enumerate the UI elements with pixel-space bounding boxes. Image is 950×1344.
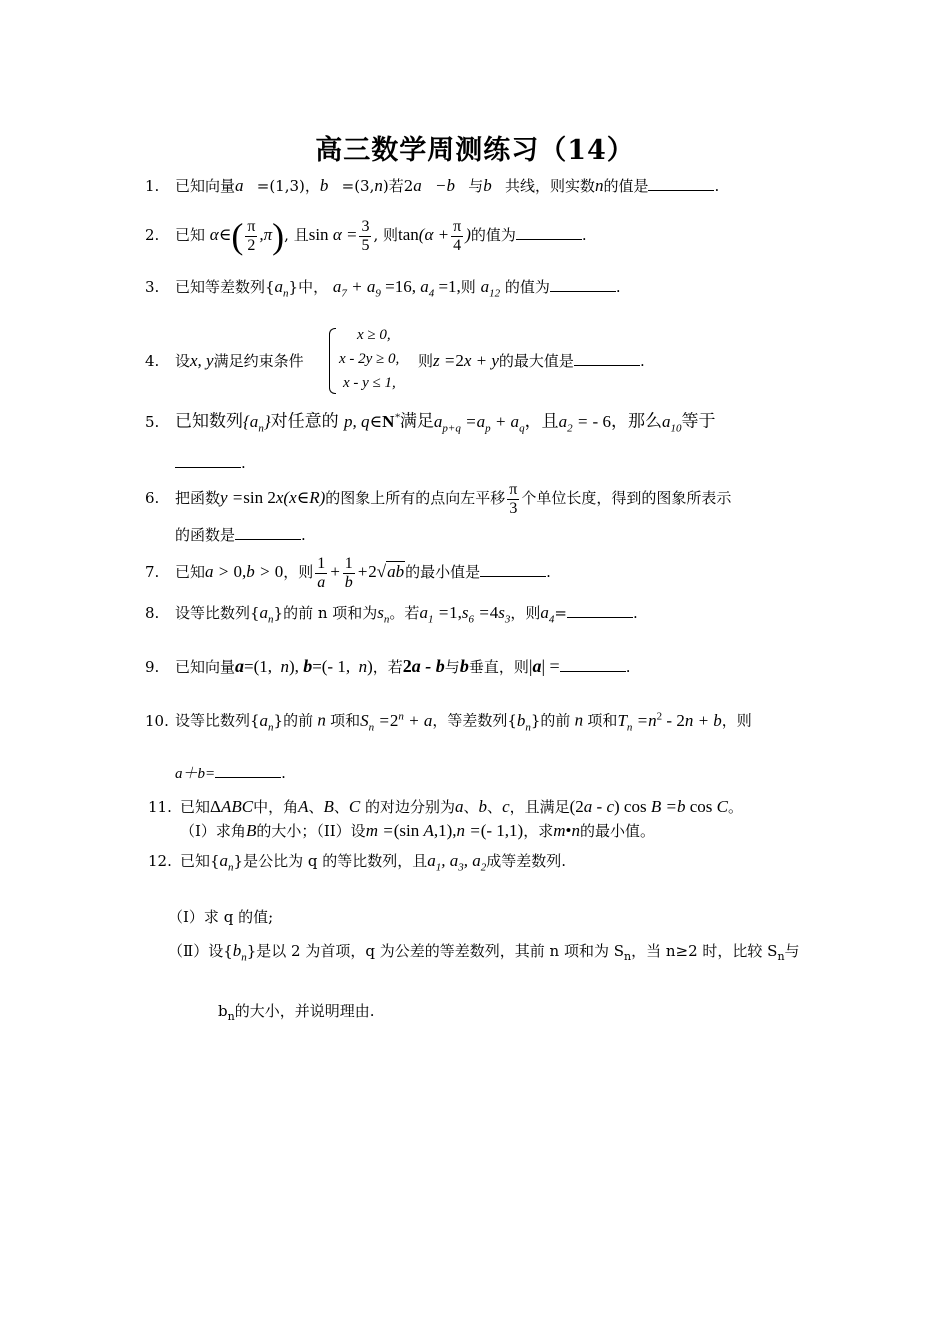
text: 等于 bbox=[681, 411, 716, 432]
text: ，求 bbox=[523, 822, 554, 840]
constraint-3: x - y ≤ 1, bbox=[343, 375, 396, 391]
vector-b: b⃗ bbox=[319, 176, 342, 195]
text: 设等比数列{ bbox=[175, 604, 260, 622]
var-n: n bbox=[594, 176, 604, 195]
math: $b_n$ bbox=[232, 941, 247, 964]
text: 与 bbox=[444, 658, 460, 676]
math: (2a - c) cos B =b cos C bbox=[569, 797, 728, 816]
math: |a| = bbox=[528, 656, 560, 676]
answer-blank bbox=[480, 575, 546, 577]
text: 已知 bbox=[175, 226, 206, 244]
math: $b_n$ bbox=[516, 710, 531, 734]
question-12 bbox=[148, 850, 566, 878]
text: }中， bbox=[288, 278, 329, 296]
answer-blank bbox=[235, 538, 301, 540]
question-5 bbox=[145, 404, 715, 441]
question-number: 12. bbox=[148, 852, 172, 870]
text: }是以 2 为首项，q 为公差的等差数列，其前 n 项和为 S bbox=[246, 942, 624, 960]
math: ΔABC bbox=[210, 797, 254, 816]
text: 设 bbox=[175, 352, 191, 370]
math: n bbox=[313, 710, 331, 730]
text: 项和 bbox=[587, 711, 618, 730]
text: （I）求角 bbox=[180, 822, 246, 840]
question-number: 1. bbox=[145, 177, 160, 195]
answer-blank bbox=[567, 616, 633, 618]
question-number: 2. bbox=[145, 226, 160, 244]
math: B bbox=[323, 797, 334, 816]
text: 的大小，并说明理由. bbox=[234, 1002, 375, 1020]
text: 的最小值。 bbox=[579, 822, 655, 840]
math: ( bbox=[231, 216, 244, 256]
text: . bbox=[241, 454, 246, 472]
question-number: 9. bbox=[145, 658, 160, 676]
text: 垂直，则 bbox=[468, 658, 529, 676]
text: 已知向量 bbox=[175, 177, 236, 195]
fraction: $\frac{1}{b}$ bbox=[344, 554, 353, 591]
math: $s_n$ bbox=[377, 603, 390, 626]
math: x, y bbox=[190, 351, 214, 370]
math: $a_2$ = - 6 bbox=[558, 411, 611, 435]
math: a > 0,b > 0 bbox=[205, 562, 284, 581]
text: 把函数 bbox=[175, 489, 221, 507]
text: 。若 bbox=[389, 604, 420, 622]
math: n bbox=[570, 710, 588, 730]
math: m•n bbox=[553, 821, 580, 840]
question-8 bbox=[145, 602, 638, 630]
text: 设等比数列{ bbox=[175, 711, 260, 730]
question-9 bbox=[145, 655, 630, 678]
math: B bbox=[245, 821, 257, 840]
text: 成等差数列. bbox=[486, 852, 567, 870]
math: b bbox=[459, 656, 469, 676]
question-4-tail bbox=[418, 350, 645, 372]
text: }的前 n 项和为 bbox=[273, 604, 378, 622]
math: $a_n$ bbox=[259, 603, 274, 626]
question-10 bbox=[145, 705, 752, 738]
text: ，则 bbox=[510, 604, 541, 622]
text: 的大小；（II）设 bbox=[256, 822, 366, 840]
text: , 且 bbox=[284, 226, 309, 244]
math: z =2x + y bbox=[433, 351, 499, 370]
question-2 bbox=[145, 212, 587, 259]
question-10-cont bbox=[175, 762, 286, 785]
text: ，则 bbox=[721, 711, 752, 730]
text: =(3, bbox=[341, 177, 375, 195]
text: . bbox=[639, 352, 645, 370]
math: p, q∈N* bbox=[344, 411, 400, 431]
text: . bbox=[714, 177, 720, 195]
text: . bbox=[581, 226, 587, 244]
text: 的最小值是 bbox=[405, 563, 481, 581]
question-number: 10. bbox=[145, 711, 169, 730]
math: $S_n =2^n + a$ bbox=[360, 710, 433, 734]
text: 的图象上所有的点向左平移 bbox=[325, 489, 506, 507]
text: ，那么 bbox=[610, 411, 662, 432]
text: 与 bbox=[468, 177, 484, 195]
text: . bbox=[615, 278, 621, 296]
text: a＋b= bbox=[175, 766, 216, 782]
math: $a_7 + a_9 =16$, $a_4 =1$, bbox=[332, 277, 461, 300]
answer-blank bbox=[175, 466, 241, 468]
question-4 bbox=[145, 350, 304, 372]
constraint-brace bbox=[329, 328, 336, 394]
text: 满足 bbox=[399, 411, 434, 432]
text: ，等差数列{ bbox=[432, 711, 517, 730]
math: $a_n$ bbox=[219, 851, 234, 874]
text: 的最大值是 bbox=[498, 352, 574, 370]
math: $a_n$ bbox=[274, 277, 289, 300]
answer-blank bbox=[215, 776, 281, 778]
text: 已知向量 bbox=[175, 658, 236, 676]
question-6 bbox=[145, 478, 731, 518]
math: a bbox=[235, 656, 245, 676]
question-number: 7. bbox=[145, 563, 160, 581]
answer-blank bbox=[516, 238, 582, 240]
text: ，若 bbox=[372, 658, 403, 676]
math: y =sin 2x(x∈R) bbox=[220, 488, 326, 507]
math: ) bbox=[272, 216, 285, 256]
text: = bbox=[554, 604, 567, 622]
question-3 bbox=[145, 276, 621, 304]
math: tan(α + bbox=[398, 225, 450, 244]
question-number: 8. bbox=[145, 604, 160, 622]
text: . bbox=[301, 526, 306, 544]
text: 的对边分别为 bbox=[365, 798, 456, 816]
text: )若2 bbox=[382, 177, 414, 195]
text: , 则 bbox=[373, 226, 399, 244]
fraction: $\frac{\pi}{3}$ bbox=[509, 480, 518, 517]
question-7 bbox=[145, 552, 551, 592]
answer-blank bbox=[550, 290, 616, 292]
page-title: 高三数学周测练习（14） bbox=[315, 135, 635, 166]
math: $a_1 =1,s_6 =4s_3$ bbox=[419, 603, 511, 626]
text: 对任意的 bbox=[270, 411, 339, 432]
constraint-2: x - 2y ≥ 0, bbox=[339, 351, 400, 367]
text: 的函数是 bbox=[175, 526, 236, 544]
question-number: 11. bbox=[148, 798, 172, 816]
math: sin α = bbox=[308, 225, 358, 244]
math: +2√ab bbox=[356, 562, 405, 581]
question-11-cont bbox=[180, 820, 655, 842]
math: $a_{10}$ bbox=[661, 411, 682, 435]
math: $a_{p+q} =a_p + a_q$ bbox=[433, 411, 525, 435]
text: （Ⅰ）求 q 的值; bbox=[168, 908, 274, 926]
fraction: $\frac{\pi}{2}$ bbox=[247, 217, 256, 254]
text: 则 bbox=[460, 278, 476, 296]
math: ,π bbox=[259, 225, 273, 244]
text: ，且满足 bbox=[509, 798, 570, 816]
answer-blank bbox=[574, 364, 640, 366]
text: 满足约束条件 bbox=[213, 352, 304, 370]
question-number: 3. bbox=[145, 278, 160, 296]
text: . bbox=[546, 563, 551, 581]
answer-blank bbox=[560, 670, 626, 672]
math: $T_n =n^2 - 2n + b$ bbox=[617, 710, 722, 734]
text: 已知 bbox=[180, 798, 211, 816]
text: （Ⅱ）设{ bbox=[168, 942, 233, 960]
math: $\{a_n\}$ bbox=[243, 411, 271, 435]
question-12-part-2-cont: $b_n$的大小，并说明理由. bbox=[218, 1002, 375, 1023]
text: ，当 n≥2 时，比较 S bbox=[631, 942, 778, 960]
question-number: 4. bbox=[145, 352, 160, 370]
question-number: 6. bbox=[145, 489, 160, 507]
constraint-1: x ≥ 0, bbox=[357, 327, 391, 343]
text: 。 bbox=[727, 798, 743, 816]
text: 的值是 bbox=[603, 177, 649, 195]
var-n: n bbox=[374, 176, 383, 195]
question-12-part-2: （Ⅱ）设$\{b_n\}$是以 2 为首项，q 为公差的等差数列，其前 n 项和为 $S_n$，当 n≥2 时，比较 $S_n$与 bbox=[168, 941, 800, 964]
text: 已知数列 bbox=[175, 411, 243, 432]
math: A bbox=[298, 797, 309, 816]
text: 则 bbox=[418, 352, 434, 370]
text: }的前 bbox=[273, 711, 314, 730]
text: 的值为 bbox=[504, 278, 550, 296]
text: ，则 bbox=[283, 563, 314, 581]
math: =(- 1, n) bbox=[312, 657, 373, 676]
question-number: 5. bbox=[145, 412, 160, 431]
text: . bbox=[625, 658, 631, 676]
answer-blank bbox=[648, 189, 714, 191]
math: b bbox=[303, 656, 313, 676]
math: $a_{12}$ bbox=[480, 277, 501, 300]
math: b bbox=[478, 797, 488, 816]
text: b bbox=[218, 1002, 228, 1020]
math: $a_1$, $a_3$, $a_2$ bbox=[427, 851, 487, 874]
math: $a_n$ bbox=[259, 710, 274, 734]
fraction: $\frac{1}{a}$ bbox=[317, 554, 326, 591]
vector-b: b⃗ bbox=[483, 176, 505, 195]
text: 中，角 bbox=[253, 798, 299, 816]
math: $a_4$ bbox=[540, 603, 555, 626]
question-11: 11. 已知ΔABC中，角A、B、C 的对边分别为a、b、c，且满足(2a - c) cos B =b cos C。 bbox=[148, 797, 743, 816]
text: . bbox=[633, 604, 638, 622]
math: a bbox=[455, 797, 464, 816]
math: α∈ bbox=[209, 225, 232, 244]
text: 与 bbox=[784, 942, 800, 960]
vector-a: a⃗ bbox=[235, 176, 257, 195]
text: }的前 bbox=[530, 711, 571, 730]
question-6-cont bbox=[175, 524, 306, 546]
text: 的值为 bbox=[470, 226, 516, 244]
text: ，且 bbox=[524, 411, 559, 432]
math: + bbox=[329, 562, 341, 581]
text: 已知 bbox=[175, 563, 206, 581]
fraction: $\frac{3}{5}$ bbox=[361, 217, 370, 254]
math: C bbox=[348, 797, 361, 816]
text: =(1,3)， bbox=[256, 177, 320, 195]
fraction: $\frac{\pi}{4}$ bbox=[453, 217, 462, 254]
math: m =(sin A,1),n =(- 1,1) bbox=[365, 821, 524, 840]
math: ) bbox=[465, 225, 471, 244]
question-1 bbox=[145, 175, 719, 197]
text: 项和 bbox=[330, 711, 361, 730]
vector-expr: a⃗−b⃗ bbox=[413, 176, 469, 195]
text: 共线，则实数 bbox=[504, 177, 595, 195]
text: 个单位长度，得到的图象所表示 bbox=[521, 489, 732, 507]
math: c bbox=[502, 797, 510, 816]
math: 2a - b bbox=[402, 656, 445, 676]
text: }是公比为 q 的等比数列，且 bbox=[233, 852, 428, 870]
question-12-part-1 bbox=[168, 906, 273, 928]
text: 已知等差数列{ bbox=[175, 278, 275, 296]
question-5-cont bbox=[175, 452, 246, 474]
math: =(1, n), bbox=[244, 657, 304, 676]
text: . bbox=[281, 764, 286, 782]
text: 已知{ bbox=[180, 852, 220, 870]
